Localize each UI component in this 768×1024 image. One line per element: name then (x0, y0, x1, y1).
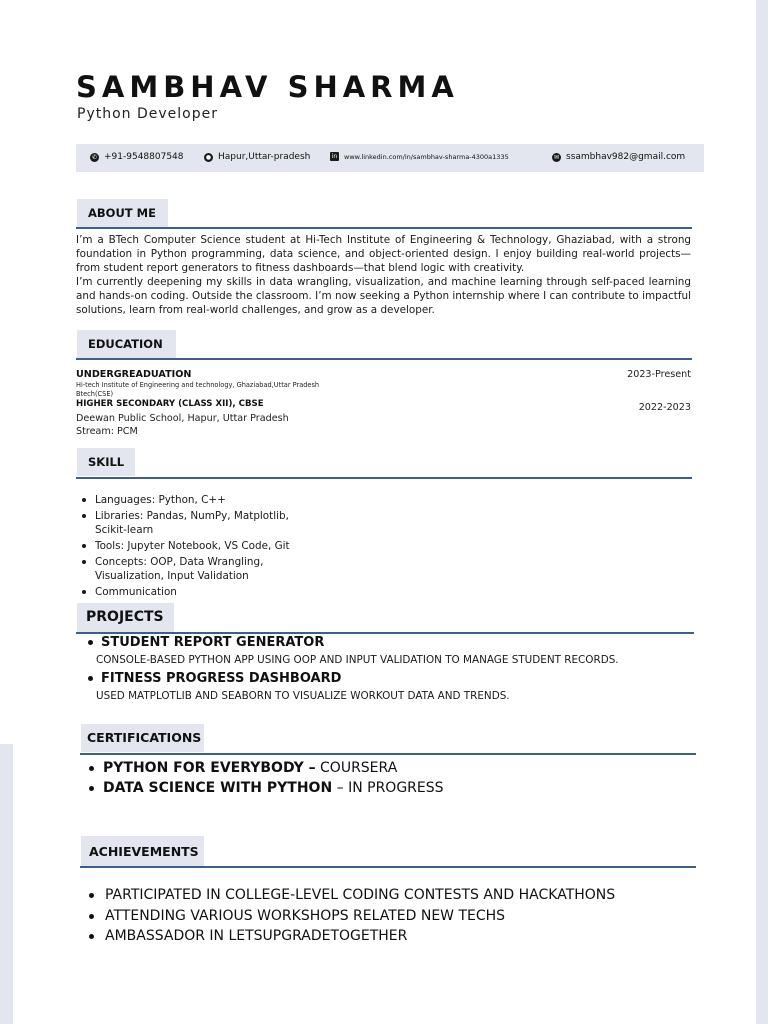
skill-item: Concepts: OOP, Data Wrangling, Visualization, Input Validation (80, 555, 290, 583)
projects-heading: PROJECTS (77, 603, 174, 632)
decorative-stripe-right (756, 0, 768, 1024)
projects-list (86, 634, 619, 706)
contact-email[interactable] (552, 152, 685, 162)
education-date-1: 2023-Present (627, 369, 691, 380)
email-icon: ✉ (553, 153, 560, 161)
phone-text: +91-9548807548 (104, 152, 184, 162)
achievement-item: ATTENDING VARIOUS WORKSHOPS RELATED NEW TECHS (86, 906, 615, 927)
education-institute-1: Hi-tech Institute of Engineering and technology, Ghaziabad,Uttar Pradesh (76, 381, 320, 389)
skill-divider (76, 477, 692, 479)
certifications-list (86, 758, 444, 798)
about-heading: ABOUT ME (77, 199, 168, 227)
achievements-list (86, 885, 615, 947)
education-title-1: UNDERGREADUATION (76, 369, 192, 380)
linkedin-text[interactable]: www.linkedin.com/in/sambhav-sharma-4300a1335 (344, 152, 509, 161)
achievements-heading: ACHIEVEMENTS (81, 836, 204, 867)
certification-name: DATA SCIENCE WITH PYTHON (103, 780, 333, 796)
contact-linkedin[interactable] (330, 152, 509, 161)
contact-bar (76, 144, 704, 172)
project-item (86, 670, 619, 704)
skill-item: Tools: Jupyter Notebook, VS Code, Git (80, 539, 360, 553)
about-divider (76, 227, 692, 229)
skill-item: Libraries: Pandas, NumPy, Matplotlib, Scikit-learn (80, 509, 310, 537)
achievements-divider (80, 866, 696, 868)
project-title: FITNESS PROGRESS DASHBOARD (86, 670, 619, 688)
decorative-stripe-left (0, 744, 13, 1024)
location-pin-icon: ● (205, 153, 212, 161)
education-detail-1: Btech(CSE) (76, 390, 114, 398)
education-detail-2: Stream: PCM (76, 426, 138, 437)
education-heading: EDUCATION (77, 330, 176, 358)
candidate-role: Python Developer (77, 106, 218, 122)
certifications-heading: CERTIFICATIONS (81, 724, 204, 752)
linkedin-icon: in (331, 153, 338, 160)
phone-icon: ✆ (91, 153, 98, 161)
certification-item (86, 778, 444, 798)
achievement-item: AMBASSADOR IN LETSUPGRADETOGETHER (86, 926, 615, 947)
certification-provider: COURSERA (315, 760, 398, 776)
contact-location (204, 152, 310, 162)
email-text[interactable]: ssambhav982@gmail.com (566, 152, 686, 162)
project-description: CONSOLE-BASED PYTHON APP USING OOP AND INPUT VALIDATION TO MANAGE STUDENT RECORDS. (96, 654, 619, 666)
certifications-divider (80, 753, 696, 755)
achievement-item: PARTICIPATED IN COLLEGE-LEVEL CODING CONTESTS AND HACKATHONS (86, 885, 615, 906)
skill-list (80, 493, 360, 601)
certification-provider: – IN PROGRESS (332, 780, 444, 796)
candidate-name: SAMBHAV SHARMA (76, 70, 459, 104)
location-text: Hapur,Uttar-pradesh (218, 152, 311, 162)
education-divider (76, 358, 692, 360)
project-item (86, 634, 619, 668)
about-paragraph-2: I’m currently deepening my skills in data wrangling, visualization, and machine learning through self-paced learning and hands-on coding. Outside the classroom. I’m now seeking a Python internship where I can contribute to impactful solutions, learn from real-world challenges, and grow as a developer. (76, 276, 691, 316)
contact-phone (90, 152, 184, 162)
skill-item: Languages: Python, C++ (80, 493, 360, 507)
certification-name: PYTHON FOR EVERYBODY – (103, 760, 316, 776)
education-title-2: HIGHER SECONDARY (CLASS XII), CBSE (76, 399, 264, 409)
project-description: USED MATPLOTLIB AND SEABORN TO VISUALIZE WORKOUT DATA AND TRENDS. (96, 690, 510, 702)
skill-heading: SKILL (77, 448, 135, 476)
skill-item: Communication (80, 585, 360, 599)
certification-item (86, 758, 444, 778)
about-paragraph-1: I’m a BTech Computer Science student at Hi-Tech Institute of Engineering & Technology, Ghaziabad, with a strong foundation in Python programming, data science, and object-oriented design. I enjoy building real-world projects—from student report generators to fitness dashboards—that blend logic with creativity. (76, 234, 691, 274)
project-title: STUDENT REPORT GENERATOR (86, 634, 619, 652)
education-date-2: 2022-2023 (638, 402, 691, 413)
education-institute-2: Deewan Public School, Hapur, Uttar Pradesh (76, 413, 289, 424)
